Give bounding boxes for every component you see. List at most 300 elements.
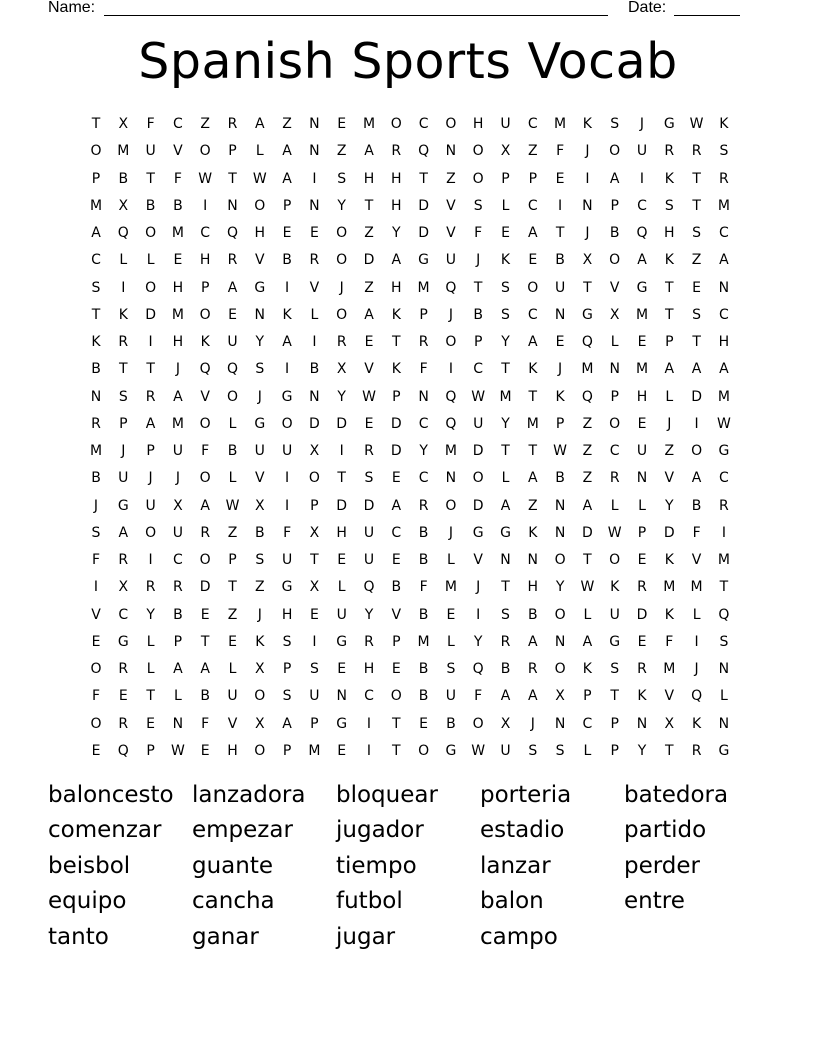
grid-letter: I xyxy=(694,633,699,650)
grid-letter: D xyxy=(199,579,211,596)
grid-letter: T xyxy=(392,334,401,350)
grid-letter: X xyxy=(255,661,265,677)
grid-letter: W xyxy=(553,443,568,459)
grid-letter: O xyxy=(254,197,266,214)
grid-letter: X xyxy=(118,579,129,596)
grid-letter: K xyxy=(528,524,538,541)
grid-letter: C xyxy=(391,524,402,541)
grid-letter: L xyxy=(501,197,510,214)
grid-letter: M xyxy=(581,361,594,378)
grid-letter: H xyxy=(391,170,402,187)
grid-letter: O xyxy=(609,552,621,568)
grid-letter: O xyxy=(336,225,348,241)
grid-letter: L xyxy=(610,334,619,350)
grid-letter: X xyxy=(309,524,320,541)
grid-letter: C xyxy=(418,415,429,432)
grid-letter: H xyxy=(664,225,675,241)
grid-letter: M xyxy=(362,116,376,132)
grid-letter: Q xyxy=(226,225,239,241)
grid-letter: R xyxy=(91,415,101,432)
grid-letter: E xyxy=(364,334,374,350)
grid-letter: X xyxy=(500,715,511,732)
grid-letter: A xyxy=(528,225,538,241)
grid-letter: Y xyxy=(665,497,674,514)
grid-letter: R xyxy=(664,143,675,160)
grid-letter: T xyxy=(146,361,155,378)
grid-letter: V xyxy=(91,606,101,623)
grid-letter: T xyxy=(146,170,155,187)
grid-letter: T xyxy=(91,116,101,132)
grid-letter: E xyxy=(391,470,401,487)
grid-letter: Q xyxy=(445,388,457,405)
grid-letter: P xyxy=(310,497,319,514)
grid-letter: A xyxy=(582,497,593,514)
grid-letter: X xyxy=(555,688,565,705)
grid-letter: O xyxy=(609,252,621,269)
grid-letter: O xyxy=(336,252,348,269)
grid-letter: L xyxy=(446,633,455,650)
grid-letter: G xyxy=(117,497,129,514)
grid-letter: N xyxy=(554,715,566,732)
grid-letter: U xyxy=(473,415,484,432)
word-list-item: tanto xyxy=(48,924,109,950)
grid-letter: J xyxy=(93,497,99,514)
grid-letter: K xyxy=(555,388,565,405)
grid-letter: D xyxy=(309,415,320,432)
grid-letter: O xyxy=(145,279,157,296)
grid-letter: L xyxy=(337,579,346,596)
grid-letter: C xyxy=(91,252,101,269)
grid-letter: P xyxy=(473,334,483,350)
grid-letter: X xyxy=(309,443,320,459)
grid-letter: J xyxy=(639,116,645,132)
grid-letter: B xyxy=(473,306,483,323)
grid-letter: U xyxy=(445,688,457,705)
grid-letter: R xyxy=(145,388,156,405)
grid-letter: U xyxy=(145,497,156,514)
grid-letter: O xyxy=(390,688,402,705)
grid-letter: N xyxy=(636,470,648,487)
grid-letter: L xyxy=(583,742,592,759)
grid-letter: Y xyxy=(555,579,565,596)
grid-letter: Z xyxy=(282,116,292,132)
grid-letter: S xyxy=(719,633,729,650)
grid-letter: B xyxy=(227,443,238,459)
grid-letter: N xyxy=(418,388,429,405)
grid-letter: F xyxy=(201,443,210,459)
grid-letter: S xyxy=(118,388,128,405)
grid-letter: Z xyxy=(255,579,265,596)
grid-letter: T xyxy=(419,170,428,187)
grid-letter: F xyxy=(665,633,674,650)
grid-letter: N xyxy=(90,388,102,405)
grid-letter: W xyxy=(716,415,731,432)
grid-letter: O xyxy=(691,443,703,459)
grid-letter: Y xyxy=(473,633,483,650)
date-label: Date: xyxy=(628,0,667,16)
grid-letter: N xyxy=(718,279,730,296)
grid-letter: F xyxy=(419,579,428,596)
grid-letter: T xyxy=(665,279,674,296)
grid-letter: Y xyxy=(337,197,346,214)
grid-letter: N xyxy=(309,116,320,132)
grid-letter: T xyxy=(555,225,565,241)
grid-letter: K xyxy=(664,252,674,269)
grid-letter: G xyxy=(254,415,266,432)
word-list-item: ganar xyxy=(192,924,259,950)
grid-letter: I xyxy=(694,415,699,432)
grid-letter: I xyxy=(476,606,481,623)
grid-letter: M xyxy=(171,415,184,432)
grid-letter: E xyxy=(200,742,210,759)
grid-letter: O xyxy=(527,279,539,296)
grid-letter: V xyxy=(364,361,374,378)
grid-letter: G xyxy=(663,116,675,132)
grid-letter: W xyxy=(170,742,185,759)
grid-letter: B xyxy=(91,361,101,378)
grid-letter: N xyxy=(527,552,539,568)
grid-letter: P xyxy=(200,279,210,296)
grid-letter: F xyxy=(419,361,428,378)
grid-letter: I xyxy=(312,170,317,187)
grid-letter: U xyxy=(227,334,238,350)
grid-letter: M xyxy=(89,197,103,214)
grid-letter: M xyxy=(635,306,649,323)
page-title: Spanish Sports Vocab xyxy=(138,33,678,90)
grid-letter: U xyxy=(500,742,511,759)
grid-letter: K xyxy=(719,116,729,132)
grid-letter: E xyxy=(337,661,347,677)
grid-letter: N xyxy=(554,633,566,650)
grid-letter: T xyxy=(200,633,210,650)
grid-letter: H xyxy=(336,524,347,541)
grid-letter: M xyxy=(499,388,512,405)
word-list-item: empezar xyxy=(192,817,293,843)
grid-letter: T xyxy=(665,742,674,759)
grid-letter: E xyxy=(309,225,319,241)
grid-letter: M xyxy=(554,116,567,132)
grid-letter: C xyxy=(118,606,129,623)
grid-letter: Y xyxy=(501,415,510,432)
grid-letter: T xyxy=(692,170,701,187)
grid-letter: A xyxy=(282,143,292,160)
grid-letter: Z xyxy=(364,279,374,296)
grid-letter: P xyxy=(228,552,237,568)
grid-letter: J xyxy=(530,715,535,732)
grid-letter: K xyxy=(118,306,128,323)
grid-letter: H xyxy=(363,661,375,677)
grid-letter: Z xyxy=(691,252,702,269)
grid-letter: A xyxy=(691,361,702,378)
grid-letter: X xyxy=(336,361,347,378)
grid-letter: P xyxy=(173,633,183,650)
grid-letter: G xyxy=(254,279,266,296)
grid-letter: O xyxy=(199,306,211,323)
grid-letter: P xyxy=(528,170,538,187)
grid-letter: T xyxy=(692,334,701,350)
grid-letter: S xyxy=(91,524,101,541)
grid-letter: X xyxy=(255,715,265,732)
grid-letter: T xyxy=(392,742,401,759)
grid-letter: S xyxy=(501,306,510,323)
grid-letter: R xyxy=(691,143,702,160)
grid-letter: M xyxy=(417,633,430,650)
grid-letter: K xyxy=(610,579,620,596)
grid-letter: Y xyxy=(337,388,346,405)
grid-letter: B xyxy=(118,170,129,187)
word-list-item: comenzar xyxy=(48,817,162,843)
grid-letter: S xyxy=(501,606,510,623)
grid-letter: E xyxy=(446,606,456,623)
grid-letter: A xyxy=(282,334,292,350)
grid-letter: E xyxy=(228,633,237,650)
grid-letter: K xyxy=(255,633,265,650)
grid-letter: Y xyxy=(392,225,401,241)
grid-letter: J xyxy=(667,415,672,432)
grid-letter: F xyxy=(474,225,483,241)
grid-letter: K xyxy=(391,361,401,378)
grid-letter: T xyxy=(583,279,592,296)
grid-letter: X xyxy=(118,116,129,132)
grid-letter: A xyxy=(637,252,647,269)
grid-letter: O xyxy=(554,552,566,568)
grid-letter: P xyxy=(310,715,319,732)
grid-letter: T xyxy=(228,170,237,187)
grid-letter: C xyxy=(609,443,620,459)
grid-letter: O xyxy=(554,606,566,623)
grid-letter: W xyxy=(198,170,213,187)
grid-letter: J xyxy=(121,443,126,459)
grid-letter: T xyxy=(528,388,538,405)
grid-letter: D xyxy=(390,443,402,459)
grid-letter: E xyxy=(419,715,429,732)
grid-letter: T xyxy=(719,579,729,596)
grid-letter: R xyxy=(391,143,402,160)
grid-letter: R xyxy=(691,742,702,759)
grid-letter: I xyxy=(448,361,453,378)
grid-letter: V xyxy=(255,252,265,269)
grid-letter: I xyxy=(366,742,372,759)
grid-letter: Y xyxy=(501,334,510,350)
grid-letter: D xyxy=(691,388,702,405)
grid-letter: P xyxy=(282,197,292,214)
grid-letter: V xyxy=(664,470,675,487)
grid-letter: W xyxy=(580,579,595,596)
grid-letter: Y xyxy=(637,742,647,759)
grid-letter: J xyxy=(448,524,453,541)
grid-letter: B xyxy=(418,524,429,541)
grid-letter: Q xyxy=(117,225,129,241)
grid-letter: S xyxy=(555,742,565,759)
grid-letter: H xyxy=(718,334,730,350)
grid-letter: C xyxy=(582,715,593,732)
grid-letter: C xyxy=(719,306,729,323)
grid-letter: W xyxy=(607,524,622,541)
grid-letter: Q xyxy=(718,606,730,623)
grid-letter: B xyxy=(200,688,210,705)
grid-letter: E xyxy=(637,415,647,432)
grid-letter: S xyxy=(719,143,729,160)
grid-letter: K xyxy=(391,306,401,323)
grid-letter: L xyxy=(119,252,128,269)
grid-letter: A xyxy=(500,688,511,705)
grid-letter: W xyxy=(471,388,486,405)
grid-letter: O xyxy=(554,661,566,677)
grid-letter: O xyxy=(390,116,402,132)
grid-letter: E xyxy=(337,116,347,132)
grid-letter: H xyxy=(391,197,402,214)
grid-letter: A xyxy=(118,524,129,541)
grid-letter: L xyxy=(228,415,237,432)
grid-letter: T xyxy=(501,443,510,459)
grid-letter: L xyxy=(146,661,155,677)
word-list-item: futbol xyxy=(336,888,403,914)
grid-letter: B xyxy=(418,688,429,705)
grid-letter: I xyxy=(558,197,563,214)
grid-letter: U xyxy=(281,443,293,459)
grid-letter: A xyxy=(391,497,402,514)
grid-letter: V xyxy=(446,225,456,241)
grid-letter: T xyxy=(501,579,510,596)
grid-letter: R xyxy=(637,661,647,677)
grid-letter: M xyxy=(89,443,103,459)
grid-letter: K xyxy=(200,334,210,350)
grid-letter: W xyxy=(689,116,704,132)
grid-letter: I xyxy=(203,197,208,214)
grid-letter: L xyxy=(719,688,728,705)
grid-letter: H xyxy=(254,225,266,241)
grid-letter: D xyxy=(145,306,156,323)
grid-letter: D xyxy=(582,524,593,541)
grid-letter: H xyxy=(172,279,184,296)
grid-letter: J xyxy=(448,306,453,323)
grid-letter: A xyxy=(691,470,702,487)
grid-letter: O xyxy=(308,470,320,487)
grid-letter: T xyxy=(91,306,101,323)
grid-letter: T xyxy=(528,443,538,459)
grid-letter: M xyxy=(663,661,676,677)
grid-letter: G xyxy=(718,443,730,459)
grid-letter: V xyxy=(609,279,620,296)
grid-letter: Z xyxy=(664,443,675,459)
grid-letter: R xyxy=(719,497,729,514)
grid-letter: Q xyxy=(199,361,211,378)
grid-letter: S xyxy=(473,197,483,214)
grid-letter: B xyxy=(391,579,402,596)
grid-letter: E xyxy=(391,661,401,677)
grid-letter: G xyxy=(718,742,730,759)
grid-letter: H xyxy=(472,116,484,132)
grid-letter: Z xyxy=(528,143,538,160)
grid-letter: L xyxy=(446,552,455,568)
grid-letter: T xyxy=(610,688,619,705)
grid-letter: I xyxy=(585,170,590,187)
grid-letter: G xyxy=(445,742,457,759)
grid-letter: K xyxy=(528,361,538,378)
grid-letter: Z xyxy=(582,443,593,459)
grid-letter: U xyxy=(636,143,648,160)
grid-letter: U xyxy=(281,552,293,568)
grid-letter: R xyxy=(118,552,129,568)
grid-letter: Y xyxy=(146,606,155,623)
grid-letter: E xyxy=(118,688,128,705)
grid-letter: O xyxy=(199,552,211,568)
grid-letter: B xyxy=(418,661,429,677)
grid-letter: H xyxy=(172,334,184,350)
grid-letter: J xyxy=(558,361,563,378)
grid-letter: P xyxy=(610,388,619,405)
grid-letter: E xyxy=(501,225,510,241)
grid-letter: H xyxy=(527,579,539,596)
grid-letter: I xyxy=(339,443,344,459)
grid-letter: H xyxy=(199,252,211,269)
grid-letter: U xyxy=(118,470,129,487)
grid-letter: I xyxy=(148,552,153,568)
grid-letter: Y xyxy=(364,606,374,623)
grid-letter: D xyxy=(363,497,375,514)
grid-letter: Q xyxy=(472,661,484,677)
grid-letter: B xyxy=(173,606,183,623)
grid-letter: G xyxy=(609,633,621,650)
grid-letter: T xyxy=(337,470,346,487)
grid-letter: A xyxy=(582,633,593,650)
grid-letter: L xyxy=(173,688,182,705)
grid-letter: K xyxy=(582,661,592,677)
grid-letter: E xyxy=(228,306,237,323)
grid-letter: T xyxy=(692,197,701,214)
grid-letter: C xyxy=(719,470,729,487)
grid-letter: N xyxy=(254,306,266,323)
grid-letter: H xyxy=(227,742,238,759)
grid-letter: Z xyxy=(227,606,238,623)
grid-letter: M xyxy=(717,552,730,568)
grid-letter: R xyxy=(336,334,347,350)
grid-letter: J xyxy=(476,252,481,269)
grid-letter: I xyxy=(285,497,290,514)
grid-letter: L xyxy=(692,606,701,623)
word-list-item: partido xyxy=(624,817,707,843)
grid-letter: T xyxy=(392,715,401,732)
grid-letter: K xyxy=(664,606,674,623)
grid-letter: R xyxy=(227,116,238,132)
grid-letter: P xyxy=(665,334,674,350)
name-label: Name: xyxy=(48,0,96,16)
grid-letter: P xyxy=(146,443,155,459)
word-list-item: jugador xyxy=(336,817,424,843)
grid-letter: B xyxy=(555,252,565,269)
word-list-item: entre xyxy=(624,888,685,914)
grid-letter: G xyxy=(281,579,293,596)
grid-letter: O xyxy=(418,742,430,759)
grid-letter: N xyxy=(636,715,648,732)
grid-letter: D xyxy=(418,225,429,241)
grid-letter: S xyxy=(255,361,265,378)
grid-letter: B xyxy=(555,470,565,487)
grid-letter: S xyxy=(664,197,674,214)
grid-letter: A xyxy=(719,252,729,269)
grid-letter: S xyxy=(337,170,347,187)
word-list-item: baloncesto xyxy=(48,782,174,808)
grid-letter: D xyxy=(336,415,348,432)
grid-letter: M xyxy=(444,579,457,596)
grid-letter: O xyxy=(472,715,484,732)
grid-letter: D xyxy=(663,524,675,541)
grid-letter: L xyxy=(310,306,319,323)
grid-letter: F xyxy=(474,688,483,705)
grid-letter: J xyxy=(585,225,590,241)
grid-letter: R xyxy=(637,579,647,596)
grid-letter: F xyxy=(146,116,155,132)
